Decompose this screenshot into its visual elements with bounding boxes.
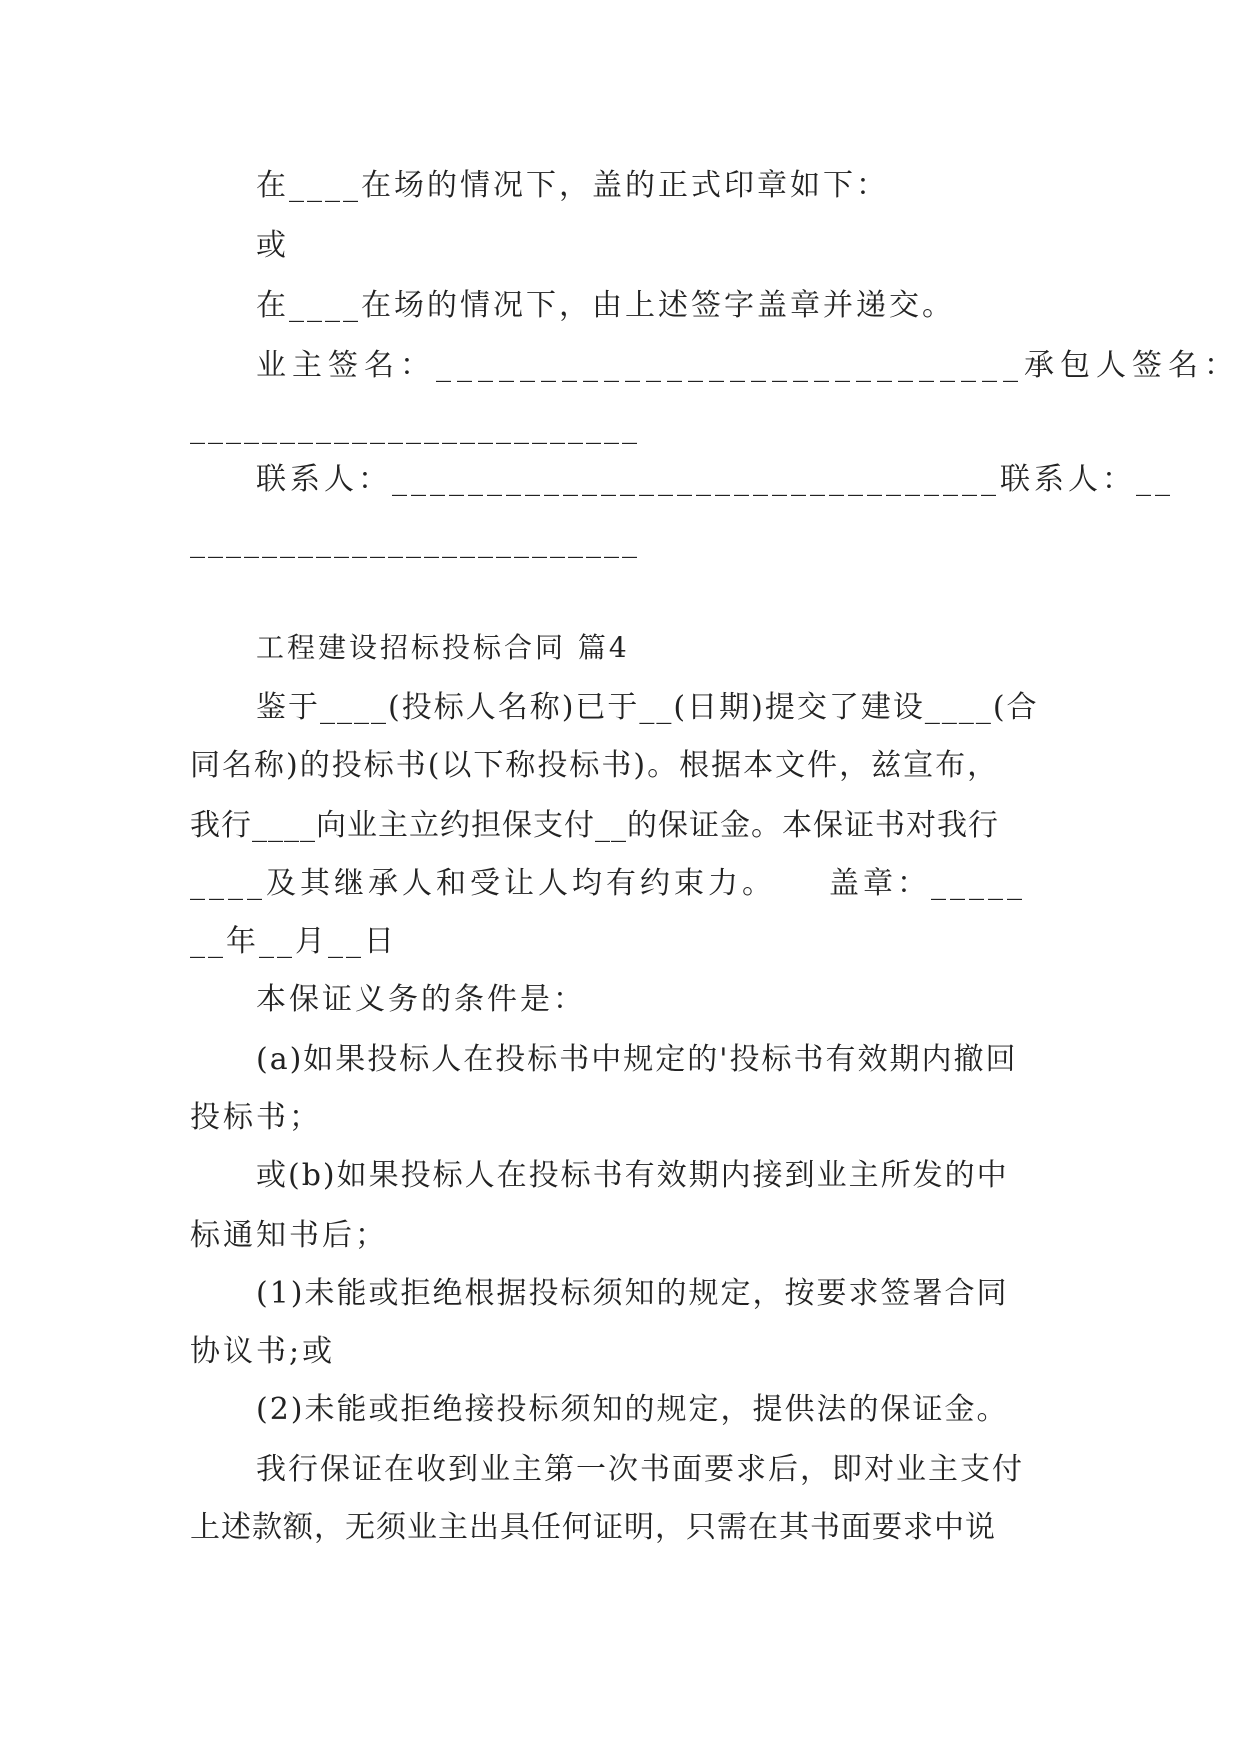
text-line: 同名称)的投标书(以下称投标书)。根据本文件，兹宣布，: [190, 748, 1000, 783]
text-line: _________________________: [190, 524, 640, 559]
text-line: 鉴于____(投标人名称)已于__(日期)提交了建设____(合: [256, 690, 1039, 725]
text-line: 我行保证在收到业主第一次书面要求后，即对业主支付: [256, 1452, 1024, 1487]
text-line: ____及其继承人和受让人均有约束力。 盖章：_____: [190, 866, 1026, 901]
text-line: 在____在场的情况下，由上述签字盖章并递交。: [256, 288, 955, 323]
text-line: 我行____向业主立约担保支付__的保证金。本保证书对我行: [190, 808, 999, 843]
text-line: 标通知书后；: [190, 1218, 388, 1253]
text-line: (a)如果投标人在投标书中规定的'投标书有效期内撤回: [256, 1042, 1018, 1077]
text-line: (1)未能或拒绝根据投标须知的规定，按要求签署合同: [256, 1276, 1009, 1311]
text-line: 投标书；: [190, 1100, 322, 1135]
text-line: (2)未能或拒绝接投标须知的规定，提供法的保证金。: [256, 1392, 1009, 1427]
text-line: 在____在场的情况下，盖的正式印章如下：: [256, 168, 889, 203]
section-heading: 工程建设招标投标合同 篇4: [256, 631, 630, 664]
text-line: 或(b)如果投标人在投标书有效期内接到业主所发的中: [256, 1158, 1009, 1193]
text-line: 联系人：________________________________联系人：__: [256, 462, 1174, 497]
text-line: __年__月__日: [190, 924, 397, 959]
text-line: 协议书;或: [190, 1334, 336, 1369]
text-line: 或: [256, 228, 289, 263]
text-line: 业主签名：____________________________承包人签名：: [256, 348, 1240, 383]
text-line: 本保证义务的条件是：: [256, 982, 586, 1017]
text-line: 上述款额，无须业主出具任何证明，只需在其书面要求中说: [190, 1510, 996, 1545]
text-line: _________________________: [190, 410, 640, 445]
